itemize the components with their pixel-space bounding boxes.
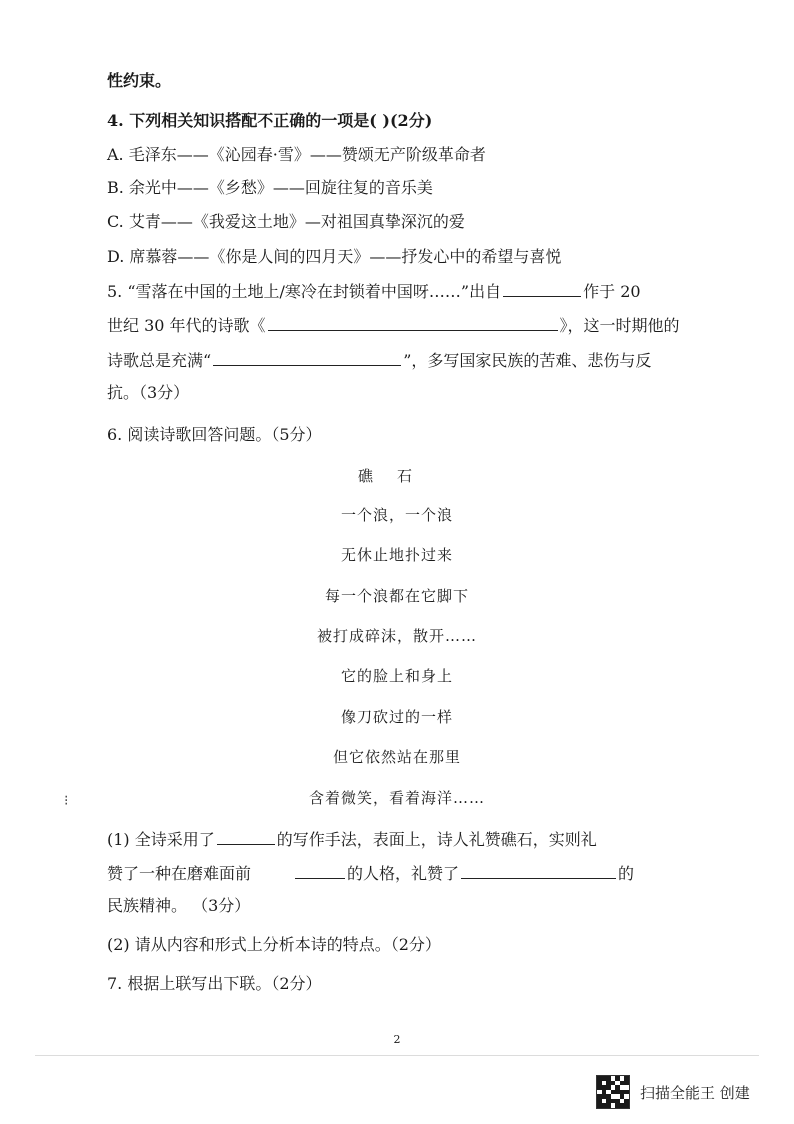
question-5-text: 作于 20 [583, 282, 641, 301]
question-5-text: 诗歌总是充满“ [107, 351, 212, 370]
poem-line: 含着微笑，看着海洋…… [308, 789, 485, 807]
question-6-1-text: (1) 全诗采用了 [107, 830, 215, 849]
poem-line: 它的脸上和身上 [340, 667, 453, 685]
scanner-watermark [596, 1075, 750, 1109]
qr-code-icon [596, 1075, 630, 1109]
question-6-1-text: 的 [618, 864, 635, 883]
poem-line: 一个浪，一个浪 [340, 506, 453, 524]
question-4-option-a: A. 毛泽东——《沁园春·雪》——赞颂无产阶级革命者 [107, 145, 486, 164]
question-5-line-1 [107, 280, 641, 302]
question-5-line-2 [107, 314, 680, 336]
poem-line: 但它依然站在那里 [332, 748, 461, 766]
footer-divider [35, 1055, 759, 1056]
question-5-text: 世纪 30 年代的诗歌《 [107, 316, 266, 335]
question-4-option-b: B. 余光中——《乡愁》——回旋往复的音乐美 [107, 178, 433, 197]
poem-line: 像刀砍过的一样 [340, 708, 453, 726]
scanner-label: 扫描全能王 创建 [640, 1083, 750, 1102]
answer-blank-spirit[interactable] [461, 862, 616, 879]
question-6-1-line-1 [107, 828, 597, 850]
question-5-text: ”，多写国家民族的苦难、悲伤与反 [403, 351, 652, 370]
page-number: 2 [393, 1033, 401, 1046]
answer-blank-poet[interactable] [503, 280, 581, 297]
question-6-2: (2) 请从内容和形式上分析本诗的特点。（2分） [107, 935, 441, 954]
answer-blank-poem-title[interactable] [268, 314, 558, 331]
question-6-stem: 6. 阅读诗歌回答问题。（5分） [107, 425, 322, 444]
question-5-text: 5. “雪落在中国的土地上/寒冷在封锁着中国呀……”出自 [107, 282, 502, 301]
scan-smudge-mark: ⁝ [64, 793, 69, 809]
question-5-text: 》，这一时期他的 [559, 316, 680, 335]
question-7-stem: 7. 根据上联写出下联。（2分） [107, 974, 322, 993]
question-5-line-3 [107, 349, 651, 371]
question-6-1-text: 赞了一种在磨难面前 [107, 864, 252, 883]
poem-line: 每一个浪都在它脚下 [324, 587, 469, 605]
poem-line: 被打成碎沫，散开…… [316, 627, 477, 645]
answer-blank-feeling[interactable] [213, 349, 401, 366]
question-5-line-4: 抗。（3分） [107, 383, 190, 402]
poem-line: 无休止地扑过来 [340, 546, 453, 564]
question-4-option-d: D. 席慕蓉——《你是人间的四月天》——抒发心中的希望与喜悦 [107, 247, 562, 266]
answer-blank-character[interactable] [295, 862, 345, 879]
question-6-1-line-2 [107, 862, 634, 884]
poem-title: 礁石 [357, 467, 436, 485]
question-6-1-text: 的写作手法，表面上，诗人礼赞礁石，实则礼 [276, 830, 597, 849]
question-6-1-text: 的人格，礼赞了 [347, 864, 460, 883]
question-4-option-c: C. 艾青——《我爱这土地》—对祖国真挚深沉的爱 [107, 212, 465, 231]
previous-question-tail: 性约束。 [107, 71, 172, 90]
question-4-stem: 4. 下列相关知识搭配不正确的一项是( )(2分) [107, 111, 433, 130]
question-6-1-line-3: 民族精神。 （3分） [107, 896, 251, 915]
answer-blank-technique[interactable] [217, 828, 275, 845]
